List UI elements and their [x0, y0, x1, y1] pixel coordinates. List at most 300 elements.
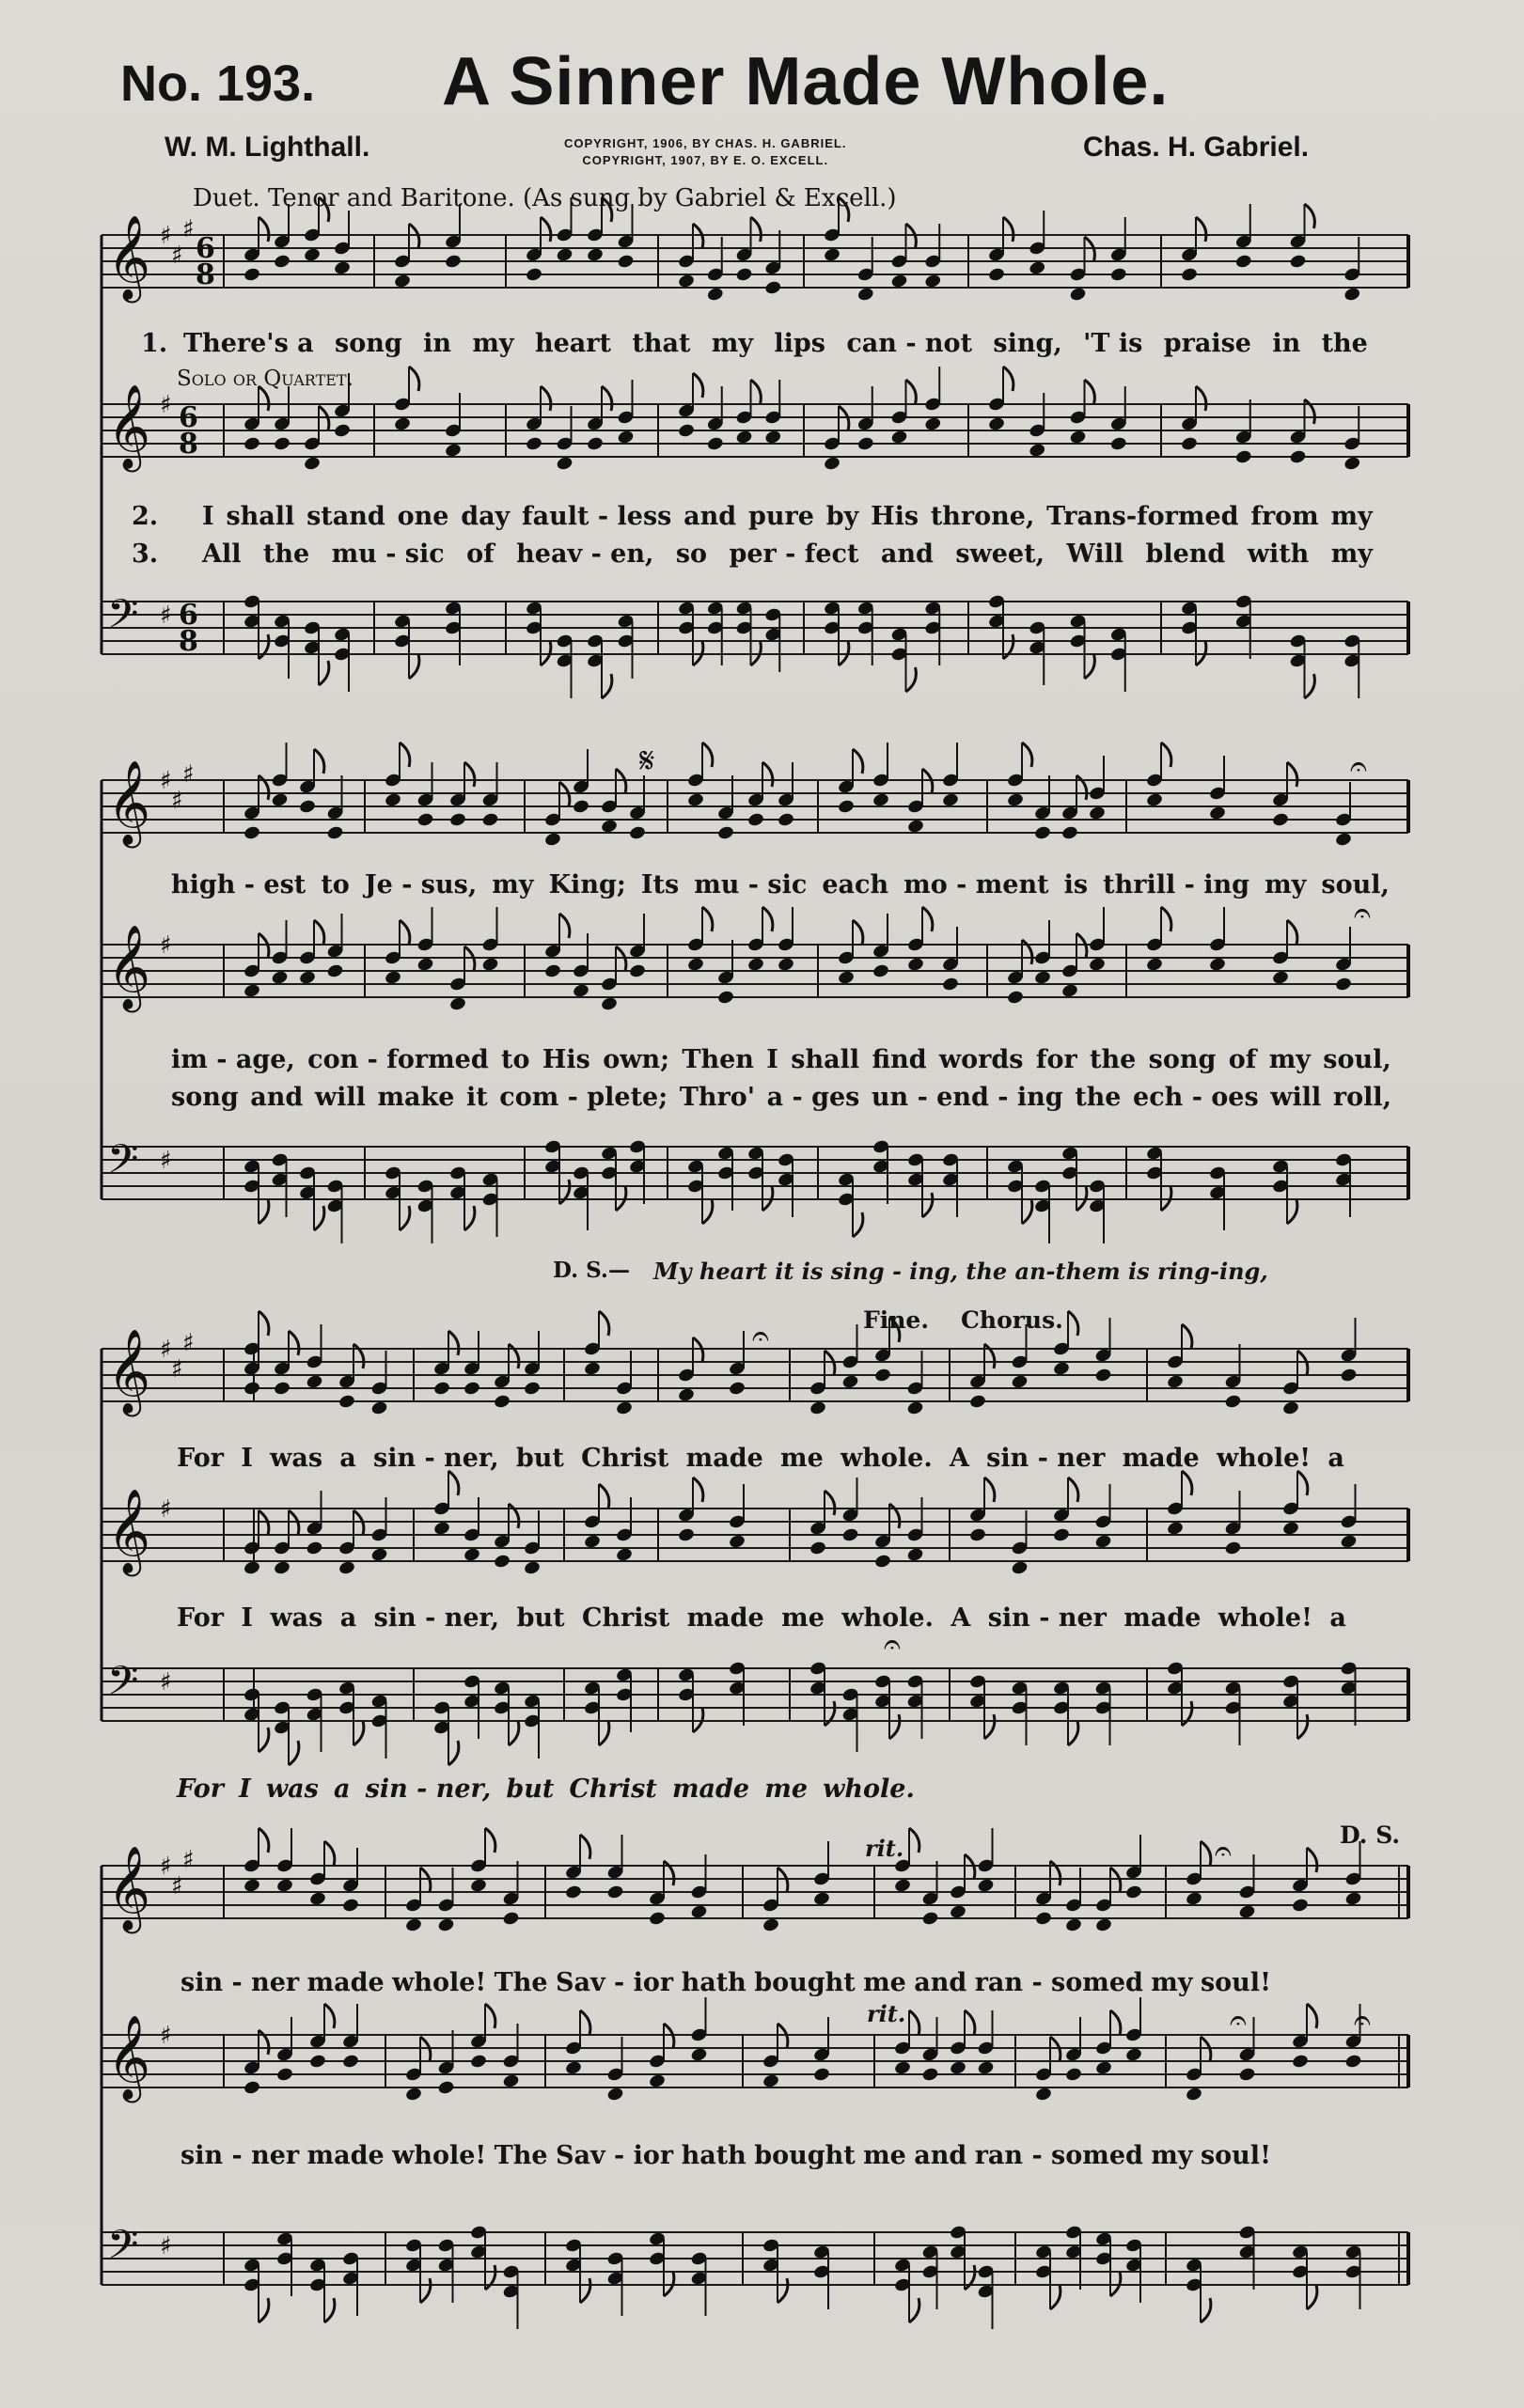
note-flag	[984, 1714, 995, 1739]
lyric-word: whole!	[1218, 1603, 1312, 1633]
lyric-word: hath	[681, 1968, 746, 1997]
lyric-word: Trans-formed	[1046, 502, 1239, 531]
note-head	[1343, 287, 1361, 303]
note-head	[1109, 267, 1127, 283]
sharp-icon: ♯	[171, 1872, 183, 1900]
note-head	[606, 2087, 624, 2103]
note-head	[432, 1521, 450, 1537]
lyric-word: soul!	[1200, 2141, 1271, 2170]
sharp-icon: ♯	[182, 760, 195, 789]
note-head	[303, 247, 321, 263]
note-head	[493, 1554, 511, 1570]
note-head	[523, 1381, 541, 1397]
note-flag	[965, 2265, 975, 2290]
note-head	[777, 957, 794, 973]
sharp-icon: ♯	[160, 931, 172, 960]
lyric-word: me	[764, 1775, 808, 1804]
note-head	[444, 254, 462, 270]
note-head	[1344, 1891, 1362, 1907]
note-head	[823, 456, 841, 472]
note-head	[448, 812, 466, 828]
note-head	[628, 825, 646, 841]
note-head	[303, 456, 321, 472]
note-flag	[1085, 380, 1095, 404]
lyric-line-s4-upper	[181, 1968, 1271, 1998]
note-head	[617, 430, 635, 446]
note-flag	[259, 386, 269, 411]
note-flag	[485, 2265, 495, 2290]
lyric-line-s1-v1	[183, 329, 1368, 359]
verse-number-1: 1.	[141, 329, 168, 358]
lyric-word: the	[262, 539, 310, 569]
treble-clef-icon: 𝄞	[107, 2015, 151, 2100]
sharp-icon: ♯	[160, 1495, 172, 1524]
lyric-word: for	[1035, 1045, 1077, 1074]
sharp-icon: ♯	[182, 215, 195, 243]
note-head	[404, 2087, 422, 2103]
note-head	[841, 1527, 859, 1543]
lyric-word: of	[466, 539, 495, 569]
note-flag	[580, 1835, 590, 1859]
time-signature: 6	[179, 401, 198, 434]
note-flag	[702, 907, 713, 931]
note-head	[326, 825, 344, 841]
note-head	[273, 436, 291, 452]
treble-clef-icon: 𝄞	[107, 384, 151, 469]
note-flag	[825, 1491, 835, 1515]
note-flag	[509, 1721, 519, 1745]
note-head	[1033, 970, 1051, 986]
lyric-word: praise	[1163, 329, 1251, 358]
lyric-word: make	[377, 1083, 455, 1112]
note-head	[338, 1394, 355, 1410]
note-flag	[762, 907, 773, 931]
note-head	[298, 799, 316, 815]
note-head	[987, 267, 1005, 283]
chorus-marking: Chorus.	[961, 1306, 1063, 1334]
note-head	[856, 287, 874, 303]
lyric-word: will	[314, 1083, 366, 1112]
lyric-word: but	[515, 1444, 564, 1473]
note-flag	[319, 661, 329, 685]
composer-credit: Chas. H. Gabriel.	[1083, 132, 1310, 163]
note-flag	[1287, 1199, 1297, 1224]
bass-clef-icon: 𝄢	[107, 1136, 139, 1193]
lyric-word: Christ	[581, 1444, 669, 1473]
note-flag	[1305, 674, 1315, 698]
note-head	[873, 1554, 891, 1570]
solo-direction: Solo or Quartet.	[177, 367, 354, 391]
note-flag	[464, 1206, 475, 1230]
lyric-word: Christ	[581, 1603, 670, 1633]
note-head	[1145, 957, 1163, 973]
lyric-word: a	[1328, 1444, 1344, 1473]
time-signature: 8	[179, 428, 198, 461]
note-flag	[664, 1861, 674, 1885]
note-head	[1061, 983, 1078, 999]
lyric-word: The	[494, 1968, 548, 1997]
note-head	[1094, 2060, 1112, 2076]
note-head	[941, 977, 959, 993]
note-head	[243, 1560, 260, 1576]
note-head	[1069, 287, 1087, 303]
note-head	[812, 1891, 830, 1907]
lyric-word: made	[1122, 1444, 1200, 1473]
note-head	[1185, 2087, 1202, 2103]
note-head	[856, 436, 874, 452]
sharp-icon: ♯	[160, 2232, 172, 2260]
note-head	[1238, 2067, 1256, 2083]
lyric-word: King;	[548, 870, 626, 899]
note-flag	[314, 1206, 324, 1230]
note-head	[556, 247, 573, 263]
note-head	[1064, 2067, 1082, 2083]
note-head	[600, 819, 618, 835]
lyric-word: a	[339, 1603, 357, 1633]
note-head	[1291, 1898, 1309, 1914]
lyric-word: Its	[640, 870, 680, 899]
lyric-word: from	[1250, 502, 1319, 531]
ds-marking: D. S.	[1340, 1822, 1401, 1849]
note-flag	[965, 2010, 975, 2035]
note-head	[677, 1527, 695, 1543]
note-head	[1109, 436, 1127, 452]
lyric-word: with	[1247, 539, 1310, 569]
note-head	[1289, 449, 1307, 465]
note-head	[333, 423, 351, 439]
note-head	[306, 1540, 323, 1556]
lyric-word: con - formed	[307, 1045, 489, 1074]
note-flag	[1201, 2298, 1211, 2322]
lyric-word: so	[675, 539, 708, 569]
note-head	[564, 2060, 582, 2076]
note-head	[1029, 260, 1046, 276]
note-flag	[400, 920, 410, 945]
note-head	[762, 1917, 779, 1933]
note-head	[762, 2073, 779, 2089]
sharp-icon: ♯	[160, 2022, 172, 2050]
fermata-icon: 𝄐	[1350, 748, 1367, 784]
note-head	[1238, 1904, 1256, 1920]
note-head	[416, 957, 434, 973]
lyric-word: whole!	[392, 1968, 487, 1997]
lyric-line-s2-v3	[171, 1083, 1391, 1113]
note-flag	[1022, 940, 1032, 964]
note-head	[921, 1911, 939, 1927]
note-flag	[1196, 217, 1206, 242]
note-head	[1180, 436, 1198, 452]
note-head	[949, 2060, 966, 2076]
hymn-number: No. 193.	[120, 55, 316, 112]
sharp-icon: ♯	[171, 242, 183, 270]
rit-marking-upper: rit.	[865, 1835, 904, 1862]
note-head	[1281, 1400, 1299, 1416]
note-head	[463, 1547, 480, 1563]
lyric-word: in	[1272, 329, 1301, 358]
note-head	[977, 2060, 995, 2076]
note-head	[1034, 2087, 1052, 2103]
note-head	[735, 430, 753, 446]
lyric-word: fault - less	[522, 502, 672, 531]
note-flag	[599, 1311, 609, 1336]
note-head	[572, 799, 589, 815]
note-head	[893, 2060, 911, 2076]
lyric-word: day	[461, 502, 511, 531]
treble-clef-icon: 𝄞	[107, 1489, 151, 1573]
lyric-word: shall	[791, 1045, 860, 1074]
copyright-line-1: COPYRIGHT, 1906, BY CHAS. H. GABRIEL.	[564, 136, 847, 150]
note-flag	[1297, 1471, 1308, 1495]
lyric-word: pure	[747, 502, 814, 531]
fermata-icon: 𝄐	[1354, 2002, 1371, 2038]
note-head	[1034, 1911, 1052, 1927]
bass-clef-icon: 𝄢	[107, 591, 139, 648]
note-head	[341, 1898, 359, 1914]
note-head	[812, 2067, 830, 2083]
lyric-line-s2-v2	[171, 1045, 1391, 1075]
note-flag	[751, 380, 762, 404]
note-head	[837, 799, 855, 815]
note-head	[1064, 1917, 1082, 1933]
lyric-word: the	[1321, 329, 1368, 358]
note-head	[606, 1884, 624, 1900]
note-flag	[889, 1318, 900, 1342]
note-head	[809, 1400, 826, 1416]
lyric-word: bought	[754, 1968, 856, 1997]
lyric-word: made	[671, 1775, 750, 1804]
lyric-word: heart	[534, 329, 611, 358]
note-flag	[599, 1484, 609, 1509]
note-flag	[1201, 1841, 1211, 1866]
note-head	[416, 812, 434, 828]
lyric-word: one	[397, 502, 449, 531]
time-signature: 8	[179, 625, 198, 658]
lyric-word: and	[683, 502, 737, 531]
lyric-word: 'T is	[1083, 329, 1143, 358]
sharp-icon: ♯	[171, 787, 183, 815]
note-head	[1069, 430, 1087, 446]
note-head	[921, 2067, 939, 2083]
sharp-icon: ♯	[160, 602, 172, 630]
note-head	[1334, 977, 1352, 993]
note-head	[890, 430, 908, 446]
verse-number-2: 2.	[132, 502, 159, 531]
note-flag	[1003, 634, 1013, 659]
note-head	[841, 1374, 859, 1390]
note-head	[308, 2054, 326, 2070]
note-head	[1180, 267, 1198, 283]
note-flag	[599, 1721, 609, 1745]
lyric-word: I	[202, 502, 214, 531]
note-head	[1281, 1521, 1299, 1537]
lyric-word: His	[871, 502, 919, 531]
note-head	[968, 1394, 986, 1410]
note-flag	[693, 373, 703, 398]
note-head	[1340, 1534, 1358, 1550]
note-head	[987, 416, 1005, 432]
lyric-word: For	[177, 1444, 224, 1473]
note-flag	[853, 749, 863, 774]
note-head	[432, 1381, 450, 1397]
lyric-word: but	[506, 1775, 555, 1804]
lyric-word: For	[177, 1603, 224, 1633]
note-flag	[485, 2004, 495, 2028]
note-head	[1094, 1917, 1112, 1933]
note-flag	[751, 217, 762, 242]
lyric-word: sin - ner,	[373, 1603, 500, 1633]
note-flag	[541, 217, 551, 242]
lyric-word: and	[250, 1083, 304, 1112]
note-head	[437, 2080, 455, 2096]
note-flag	[889, 1504, 900, 1528]
lyric-word: my	[1330, 502, 1373, 531]
note-flag	[1305, 399, 1315, 424]
note-flag	[464, 762, 475, 787]
note-head	[809, 1540, 826, 1556]
note-head	[271, 970, 289, 986]
note-head	[583, 1534, 601, 1550]
note-flag	[448, 1331, 459, 1355]
lyric-word: by	[825, 502, 859, 531]
note-flag	[1182, 1471, 1192, 1495]
note-flag	[889, 1714, 900, 1739]
note-flag	[1003, 217, 1013, 242]
lyric-word: The	[494, 2141, 548, 2170]
lyric-word: whole.	[841, 1603, 934, 1633]
note-flag	[1068, 1721, 1078, 1745]
lyric-line-s1-v3	[202, 539, 1373, 570]
note-flag	[400, 1206, 410, 1230]
note-head	[271, 792, 289, 808]
note-head	[1124, 2047, 1142, 2063]
lyric-word: and	[914, 1968, 967, 1997]
hymn-title: A Sinner Made Whole.	[442, 44, 1170, 119]
note-flag	[906, 380, 917, 404]
note-head	[677, 1387, 695, 1403]
note-head	[393, 274, 411, 289]
note-flag	[314, 920, 324, 945]
lyric-word: A	[949, 1444, 969, 1473]
note-head	[273, 254, 291, 270]
note-flag	[1182, 1324, 1192, 1349]
lyric-word: a	[1329, 1603, 1346, 1633]
lyric-word: a	[334, 1775, 351, 1804]
duet-direction: Duet. Tenor and Baritone. (As sung by Gabriel & Excell.)	[193, 184, 897, 212]
sharp-icon: ♯	[160, 1336, 172, 1364]
sharp-icon: ♯	[160, 1147, 172, 1175]
ds-label: D. S.—	[553, 1258, 630, 1283]
note-flag	[259, 634, 269, 659]
lyric-word: was	[270, 1444, 323, 1473]
treble-clef-icon: 𝄞	[107, 215, 151, 300]
note-flag	[259, 2030, 269, 2055]
note-flag	[1196, 386, 1206, 411]
note-head	[690, 1904, 708, 1920]
note-flag	[853, 920, 863, 945]
note-head	[308, 1891, 326, 1907]
lyric-word: soul,	[1321, 870, 1390, 899]
lyric-word: to	[321, 870, 350, 899]
lyric-word: my	[1330, 539, 1373, 569]
note-head	[706, 287, 724, 303]
lyric-word: Then	[682, 1045, 754, 1074]
lyric-word: thrill - ing	[1103, 870, 1250, 899]
lyric-word: mo - ment	[903, 870, 1049, 899]
note-flag	[906, 667, 917, 692]
lyric-word: sin - ner	[986, 1444, 1106, 1473]
note-head	[941, 792, 959, 808]
fermata-icon: 𝄐	[884, 1626, 901, 1662]
note-flag	[909, 1828, 919, 1853]
lyric-word: whole!	[1216, 1444, 1312, 1473]
note-head	[502, 2073, 520, 2089]
fermata-icon: 𝄐	[1354, 895, 1371, 930]
note-flag	[1022, 1199, 1032, 1224]
sharp-icon: ♯	[160, 767, 172, 795]
treble-clef-icon: 𝄞	[107, 925, 151, 1009]
note-head	[243, 267, 260, 283]
lyric-word: I	[239, 1775, 251, 1804]
lyric-word: un - end - ing	[871, 1083, 1063, 1112]
lyric-word: made	[685, 1444, 763, 1473]
note-flag	[922, 1193, 933, 1217]
lyric-word: heav - en,	[516, 539, 654, 569]
note-head	[493, 1394, 511, 1410]
note-head	[677, 274, 695, 289]
note-head	[525, 267, 542, 283]
note-flag	[409, 654, 419, 679]
note-flag	[1307, 2004, 1317, 2028]
note-head	[628, 963, 646, 979]
note-head	[469, 2054, 487, 2070]
lyricist-credit: W. M. Lighthall.	[165, 132, 370, 163]
sharp-icon: ♯	[160, 222, 172, 250]
note-head	[586, 247, 604, 263]
note-flag	[259, 2298, 269, 2322]
sharp-icon: ♯	[160, 1668, 172, 1697]
note-flag	[702, 743, 713, 767]
note-flag	[259, 1828, 269, 1853]
note-head	[243, 1878, 260, 1894]
bass-clef-icon: 𝄢	[107, 2222, 139, 2278]
note-flag	[448, 1471, 459, 1495]
lyric-word: but	[516, 1603, 565, 1633]
lyric-word: whole!	[392, 2141, 487, 2170]
note-flag	[354, 1721, 364, 1745]
copyright-line-2: COPYRIGHT, 1907, BY E. O. EXCELL.	[582, 153, 829, 167]
lyric-word: me	[863, 2141, 906, 2170]
lyric-word: Thro'	[679, 1083, 756, 1112]
note-head	[968, 1527, 986, 1543]
note-head	[275, 1878, 293, 1894]
lyric-word: shall	[226, 502, 295, 531]
note-head	[1006, 990, 1024, 1006]
note-flag	[702, 1199, 713, 1224]
note-flag	[400, 743, 410, 767]
note-head	[1011, 1374, 1029, 1390]
lyric-word: was	[265, 1775, 319, 1804]
note-head	[648, 1911, 666, 1927]
lyric-word: made	[306, 2141, 385, 2170]
note-flag	[509, 1504, 519, 1528]
note-head	[872, 792, 889, 808]
note-flag	[1161, 907, 1171, 931]
note-flag	[354, 1344, 364, 1368]
lyric-word: I	[241, 1444, 253, 1473]
treble-clef-icon: 𝄞	[107, 1329, 151, 1414]
note-flag	[922, 907, 933, 931]
note-flag	[409, 367, 419, 391]
